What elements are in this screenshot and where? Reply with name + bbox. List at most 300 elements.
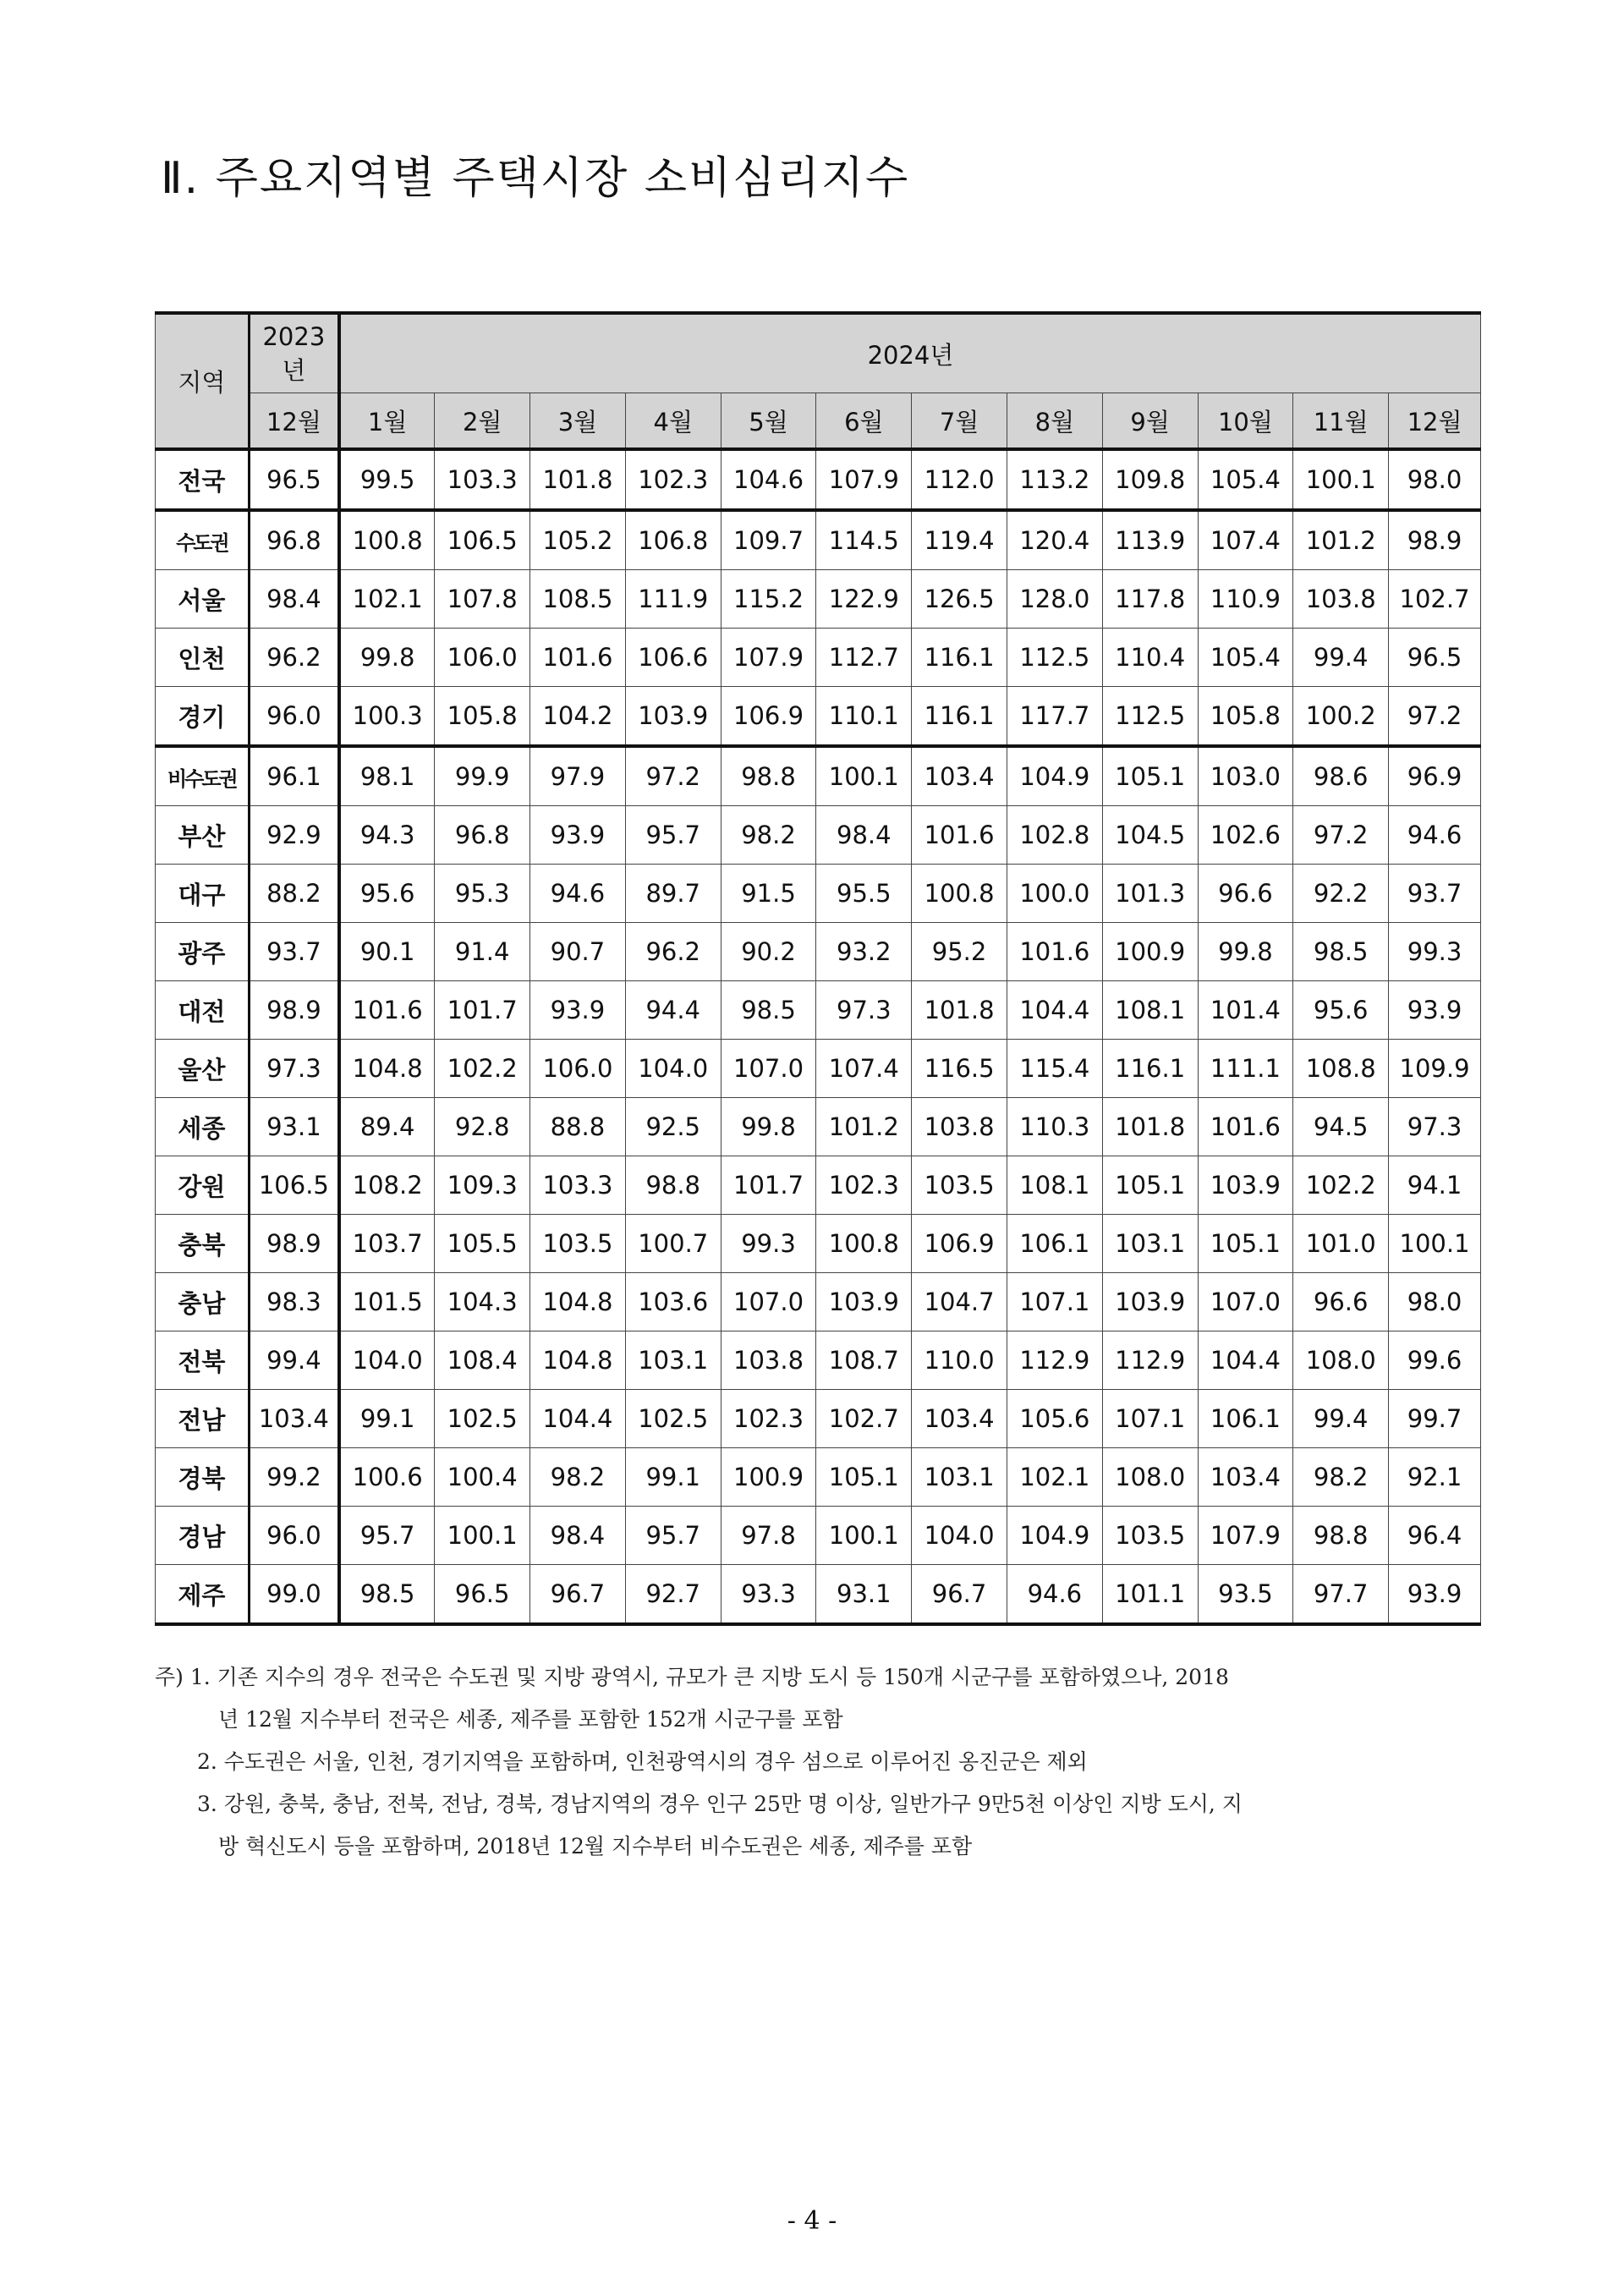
value-cell: 90.1 [339,923,435,981]
note-1-line-2: 년 12월 지수부터 전국은 세종, 제주를 포함한 152개 시군구를 포함 [218,1707,843,1732]
value-cell: 116.5 [912,1040,1007,1098]
table-row [156,1098,1481,1156]
value-cell: 101.8 [530,449,626,510]
value-cell: 96.4 [1389,1507,1481,1565]
value-cell: 110.4 [1102,629,1198,687]
value-cell: 99.2 [249,1448,339,1507]
table-row [156,1040,1481,1098]
value-cell: 96.6 [1198,865,1293,923]
value-cell: 107.9 [1198,1507,1293,1565]
value-cell: 103.5 [1102,1507,1198,1565]
value-cell: 93.7 [1389,865,1481,923]
value-cell: 116.1 [912,629,1007,687]
value-cell: 106.1 [1007,1215,1102,1273]
region-cell: 경기 [156,687,250,747]
value-cell: 94.6 [1389,806,1481,865]
value-cell: 98.8 [721,746,816,806]
value-cell: 103.5 [912,1156,1007,1215]
value-cell: 104.5 [1102,806,1198,865]
value-cell: 102.7 [1389,570,1481,629]
value-cell: 99.1 [625,1448,721,1507]
value-cell: 99.3 [721,1215,816,1273]
value-cell: 107.0 [721,1040,816,1098]
value-cell: 100.8 [816,1215,912,1273]
value-cell: 110.1 [816,687,912,747]
table-row [156,865,1481,923]
month-header: 2월 [435,393,530,450]
table-row [156,923,1481,981]
value-cell: 109.8 [1102,449,1198,510]
table-row [156,1273,1481,1331]
value-cell: 117.8 [1102,570,1198,629]
value-cell: 98.2 [530,1448,626,1507]
region-cell: 전남 [156,1390,250,1448]
value-cell: 91.4 [435,923,530,981]
value-cell: 97.2 [625,746,721,806]
value-cell: 99.6 [1389,1331,1481,1390]
value-cell: 99.9 [435,746,530,806]
value-cell: 96.0 [249,687,339,747]
value-cell: 95.6 [339,865,435,923]
value-cell: 104.9 [1007,1507,1102,1565]
value-cell: 115.4 [1007,1040,1102,1098]
value-cell: 94.5 [1293,1098,1389,1156]
value-cell: 105.4 [1198,449,1293,510]
value-cell: 98.9 [249,1215,339,1273]
value-cell: 101.7 [721,1156,816,1215]
value-cell: 116.1 [912,687,1007,747]
region-cell: 대전 [156,981,250,1040]
month-header: 6월 [816,393,912,450]
value-cell: 98.9 [249,981,339,1040]
value-cell: 98.2 [1293,1448,1389,1507]
value-cell: 92.7 [625,1565,721,1625]
value-cell: 98.5 [339,1565,435,1625]
value-cell: 101.2 [1293,510,1389,570]
value-cell: 94.6 [1007,1565,1102,1625]
value-cell: 104.4 [1198,1331,1293,1390]
value-cell: 105.8 [1198,687,1293,747]
value-cell: 103.9 [625,687,721,747]
value-cell: 108.2 [339,1156,435,1215]
value-cell: 101.8 [912,981,1007,1040]
value-cell: 105.4 [1198,629,1293,687]
value-cell: 115.2 [721,570,816,629]
value-cell: 100.1 [1389,1215,1481,1273]
value-cell: 104.9 [1007,746,1102,806]
value-cell: 107.9 [816,449,912,510]
value-cell: 106.8 [625,510,721,570]
value-cell: 96.2 [249,629,339,687]
value-cell: 103.0 [1198,746,1293,806]
value-cell: 107.1 [1007,1273,1102,1331]
value-cell: 103.8 [912,1098,1007,1156]
value-cell: 97.3 [249,1040,339,1098]
value-cell: 104.6 [721,449,816,510]
value-cell: 108.5 [530,570,626,629]
value-cell: 111.9 [625,570,721,629]
value-cell: 96.8 [249,510,339,570]
table-row [156,1156,1481,1215]
region-cell: 수도권 [156,510,250,570]
value-cell: 102.2 [1293,1156,1389,1215]
region-cell: 대구 [156,865,250,923]
value-cell: 104.2 [530,687,626,747]
value-cell: 100.9 [721,1448,816,1507]
value-cell: 106.5 [435,510,530,570]
value-cell: 89.4 [339,1098,435,1156]
value-cell: 100.7 [625,1215,721,1273]
value-cell: 108.7 [816,1331,912,1390]
table-row [156,629,1481,687]
value-cell: 104.0 [625,1040,721,1098]
value-cell: 93.9 [530,806,626,865]
value-cell: 103.4 [249,1390,339,1448]
note-2: 2. 수도권은 서울, 인천, 경기지역을 포함하며, 인천광역시의 경우 섬으로 이루어진 옹진군은 제외 [197,1749,1088,1774]
value-cell: 101.1 [1102,1565,1198,1625]
value-cell: 112.9 [1007,1331,1102,1390]
value-cell: 98.0 [1389,449,1481,510]
value-cell: 104.4 [1007,981,1102,1040]
value-cell: 105.1 [816,1448,912,1507]
value-cell: 95.7 [625,806,721,865]
value-cell: 114.5 [816,510,912,570]
value-cell: 103.7 [339,1215,435,1273]
value-cell: 102.1 [339,570,435,629]
table-row [156,1331,1481,1390]
value-cell: 103.4 [912,1390,1007,1448]
consumer-sentiment-table [155,311,1481,1626]
value-cell: 96.1 [249,746,339,806]
value-cell: 103.4 [1198,1448,1293,1507]
table-row [156,981,1481,1040]
value-cell: 102.3 [625,449,721,510]
region-cell: 경북 [156,1448,250,1507]
value-cell: 93.5 [1198,1565,1293,1625]
value-cell: 107.8 [435,570,530,629]
value-cell: 106.0 [530,1040,626,1098]
value-cell: 113.2 [1007,449,1102,510]
value-cell: 96.5 [1389,629,1481,687]
value-cell: 93.7 [249,923,339,981]
value-cell: 99.4 [1293,629,1389,687]
value-cell: 107.9 [721,629,816,687]
value-cell: 107.0 [1198,1273,1293,1331]
value-cell: 100.8 [912,865,1007,923]
value-cell: 92.1 [1389,1448,1481,1507]
page-number: - 4 - [787,2206,837,2236]
year-header: 2024년 [339,313,1481,393]
value-cell: 107.4 [1198,510,1293,570]
value-cell: 101.5 [339,1273,435,1331]
value-cell: 96.8 [435,806,530,865]
region-cell: 강원 [156,1156,250,1215]
value-cell: 104.8 [530,1331,626,1390]
value-cell: 88.8 [530,1098,626,1156]
value-cell: 104.7 [912,1273,1007,1331]
value-cell: 93.9 [1389,981,1481,1040]
note-3-line-1: 3. 강원, 충북, 충남, 전북, 전남, 경북, 경남지역의 경우 인구 25만 명 이상, 일반가구 9만5천 이상인 지방 도시, 지 [197,1792,1243,1816]
value-cell: 126.5 [912,570,1007,629]
value-cell: 117.7 [1007,687,1102,747]
value-cell: 99.5 [339,449,435,510]
month-header: 3월 [530,393,626,450]
value-cell: 99.4 [1293,1390,1389,1448]
region-cell: 인천 [156,629,250,687]
table-body [156,449,1481,1624]
value-cell: 103.3 [435,449,530,510]
header-row-month [156,393,1481,450]
table-row [156,510,1481,570]
value-cell: 95.7 [339,1507,435,1565]
value-cell: 104.3 [435,1273,530,1331]
value-cell: 103.8 [1293,570,1389,629]
value-cell: 94.6 [530,865,626,923]
region-header: 지역 [156,313,250,449]
value-cell: 98.8 [625,1156,721,1215]
value-cell: 98.5 [721,981,816,1040]
value-cell: 110.3 [1007,1098,1102,1156]
value-cell: 108.4 [435,1331,530,1390]
value-cell: 95.2 [912,923,1007,981]
value-cell: 94.3 [339,806,435,865]
month-header: 9월 [1102,393,1198,450]
value-cell: 113.9 [1102,510,1198,570]
value-cell: 105.1 [1102,1156,1198,1215]
region-cell: 서울 [156,570,250,629]
value-cell: 106.9 [912,1215,1007,1273]
value-cell: 100.6 [339,1448,435,1507]
month-header: 4월 [625,393,721,450]
value-cell: 96.6 [1293,1273,1389,1331]
table-row [156,1507,1481,1565]
value-cell: 104.4 [530,1390,626,1448]
value-cell: 102.3 [816,1156,912,1215]
table-row [156,570,1481,629]
value-cell: 94.1 [1389,1156,1481,1215]
value-cell: 92.9 [249,806,339,865]
value-cell: 95.5 [816,865,912,923]
value-cell: 128.0 [1007,570,1102,629]
prev-month-header: 12월 [249,393,339,450]
region-cell: 전국 [156,449,250,510]
table-row [156,806,1481,865]
value-cell: 105.2 [530,510,626,570]
value-cell: 112.7 [816,629,912,687]
value-cell: 100.4 [435,1448,530,1507]
value-cell: 103.9 [1102,1273,1198,1331]
value-cell: 101.0 [1293,1215,1389,1273]
value-cell: 103.1 [1102,1215,1198,1273]
value-cell: 95.7 [625,1507,721,1565]
value-cell: 100.1 [816,1507,912,1565]
region-cell: 전북 [156,1331,250,1390]
value-cell: 104.8 [339,1040,435,1098]
value-cell: 103.4 [912,746,1007,806]
value-cell: 104.0 [912,1507,1007,1565]
value-cell: 98.4 [249,570,339,629]
table-row [156,687,1481,747]
value-cell: 96.0 [249,1507,339,1565]
value-cell: 106.5 [249,1156,339,1215]
value-cell: 96.7 [912,1565,1007,1625]
month-header: 11월 [1293,393,1389,450]
value-cell: 98.0 [1389,1273,1481,1331]
value-cell: 98.1 [339,746,435,806]
value-cell: 102.2 [435,1040,530,1098]
value-cell: 98.8 [1293,1507,1389,1565]
month-header: 10월 [1198,393,1293,450]
value-cell: 96.5 [435,1565,530,1625]
value-cell: 103.6 [625,1273,721,1331]
value-cell: 100.2 [1293,687,1389,747]
value-cell: 90.7 [530,923,626,981]
region-cell: 부산 [156,806,250,865]
value-cell: 109.7 [721,510,816,570]
value-cell: 93.9 [530,981,626,1040]
value-cell: 90.2 [721,923,816,981]
value-cell: 107.1 [1102,1390,1198,1448]
value-cell: 106.0 [435,629,530,687]
value-cell: 102.5 [625,1390,721,1448]
value-cell: 101.6 [339,981,435,1040]
value-cell: 102.8 [1007,806,1102,865]
region-cell: 광주 [156,923,250,981]
value-cell: 98.5 [1293,923,1389,981]
value-cell: 99.1 [339,1390,435,1448]
table-row [156,1565,1481,1625]
value-cell: 99.4 [249,1331,339,1390]
value-cell: 93.9 [1389,1565,1481,1625]
month-header: 1월 [339,393,435,450]
value-cell: 96.7 [530,1565,626,1625]
value-cell: 112.5 [1007,629,1102,687]
value-cell: 109.3 [435,1156,530,1215]
value-cell: 107.0 [721,1273,816,1331]
value-cell: 100.1 [435,1507,530,1565]
value-cell: 110.9 [1198,570,1293,629]
table-row [156,1215,1481,1273]
value-cell: 97.9 [530,746,626,806]
value-cell: 122.9 [816,570,912,629]
value-cell: 96.9 [1389,746,1481,806]
month-header: 8월 [1007,393,1102,450]
value-cell: 96.5 [249,449,339,510]
value-cell: 101.8 [1102,1098,1198,1156]
table-row [156,449,1481,510]
value-cell: 120.4 [1007,510,1102,570]
value-cell: 95.3 [435,865,530,923]
value-cell: 97.3 [816,981,912,1040]
value-cell: 100.0 [1007,865,1102,923]
value-cell: 103.1 [912,1448,1007,1507]
value-cell: 108.1 [1007,1156,1102,1215]
value-cell: 99.7 [1389,1390,1481,1448]
region-cell: 충북 [156,1215,250,1273]
value-cell: 95.6 [1293,981,1389,1040]
value-cell: 116.1 [1102,1040,1198,1098]
value-cell: 110.0 [912,1331,1007,1390]
value-cell: 97.3 [1389,1098,1481,1156]
value-cell: 105.1 [1198,1215,1293,1273]
note-1-line-1: 주) 1. 기존 지수의 경우 전국은 수도권 및 지방 광역시, 규모가 큰 지방 도시 등 150개 시군구를 포함하였으나, 2018 [155,1665,1229,1689]
value-cell: 105.8 [435,687,530,747]
value-cell: 108.0 [1102,1448,1198,1507]
value-cell: 92.8 [435,1098,530,1156]
value-cell: 107.4 [816,1040,912,1098]
table-row [156,1448,1481,1507]
value-cell: 97.2 [1389,687,1481,747]
value-cell: 112.0 [912,449,1007,510]
month-header: 5월 [721,393,816,450]
value-cell: 102.1 [1007,1448,1102,1507]
value-cell: 93.2 [816,923,912,981]
value-cell: 106.6 [625,629,721,687]
value-cell: 109.9 [1389,1040,1481,1098]
value-cell: 98.2 [721,806,816,865]
value-cell: 119.4 [912,510,1007,570]
value-cell: 100.9 [1102,923,1198,981]
region-cell: 제주 [156,1565,250,1625]
value-cell: 103.5 [530,1215,626,1273]
value-cell: 100.1 [1293,449,1389,510]
table-row [156,746,1481,806]
value-cell: 99.8 [721,1098,816,1156]
page-title: Ⅱ. 주요지역별 주택시장 소비심리지수 [161,153,910,204]
value-cell: 111.1 [1198,1040,1293,1098]
month-header: 12월 [1389,393,1481,450]
value-cell: 103.8 [721,1331,816,1390]
value-cell: 106.9 [721,687,816,747]
value-cell: 93.3 [721,1565,816,1625]
value-cell: 98.9 [1389,510,1481,570]
region-cell: 세종 [156,1098,250,1156]
region-cell: 경남 [156,1507,250,1565]
footnotes [155,1656,1500,1868]
value-cell: 112.5 [1102,687,1198,747]
value-cell: 105.6 [1007,1390,1102,1448]
value-cell: 104.8 [530,1273,626,1331]
value-cell: 100.1 [816,746,912,806]
value-cell: 91.5 [721,865,816,923]
value-cell: 101.2 [816,1098,912,1156]
value-cell: 108.8 [1293,1040,1389,1098]
value-cell: 101.4 [1198,981,1293,1040]
value-cell: 103.9 [1198,1156,1293,1215]
value-cell: 105.1 [1102,746,1198,806]
value-cell: 103.9 [816,1273,912,1331]
value-cell: 101.7 [435,981,530,1040]
table-row [156,1390,1481,1448]
value-cell: 103.1 [625,1331,721,1390]
value-cell: 101.3 [1102,865,1198,923]
value-cell: 99.0 [249,1565,339,1625]
value-cell: 97.8 [721,1507,816,1565]
note-3-line-2: 방 혁신도시 등을 포함하며, 2018년 12월 지수부터 비수도권은 세종, 제주를 포함 [218,1834,973,1859]
value-cell: 102.6 [1198,806,1293,865]
value-cell: 101.6 [1198,1098,1293,1156]
value-cell: 98.4 [530,1507,626,1565]
value-cell: 88.2 [249,865,339,923]
value-cell: 99.8 [339,629,435,687]
value-cell: 98.3 [249,1273,339,1331]
value-cell: 108.1 [1102,981,1198,1040]
value-cell: 101.6 [530,629,626,687]
region-cell: 울산 [156,1040,250,1098]
value-cell: 92.2 [1293,865,1389,923]
value-cell: 92.5 [625,1098,721,1156]
header-row-year [156,313,1481,393]
